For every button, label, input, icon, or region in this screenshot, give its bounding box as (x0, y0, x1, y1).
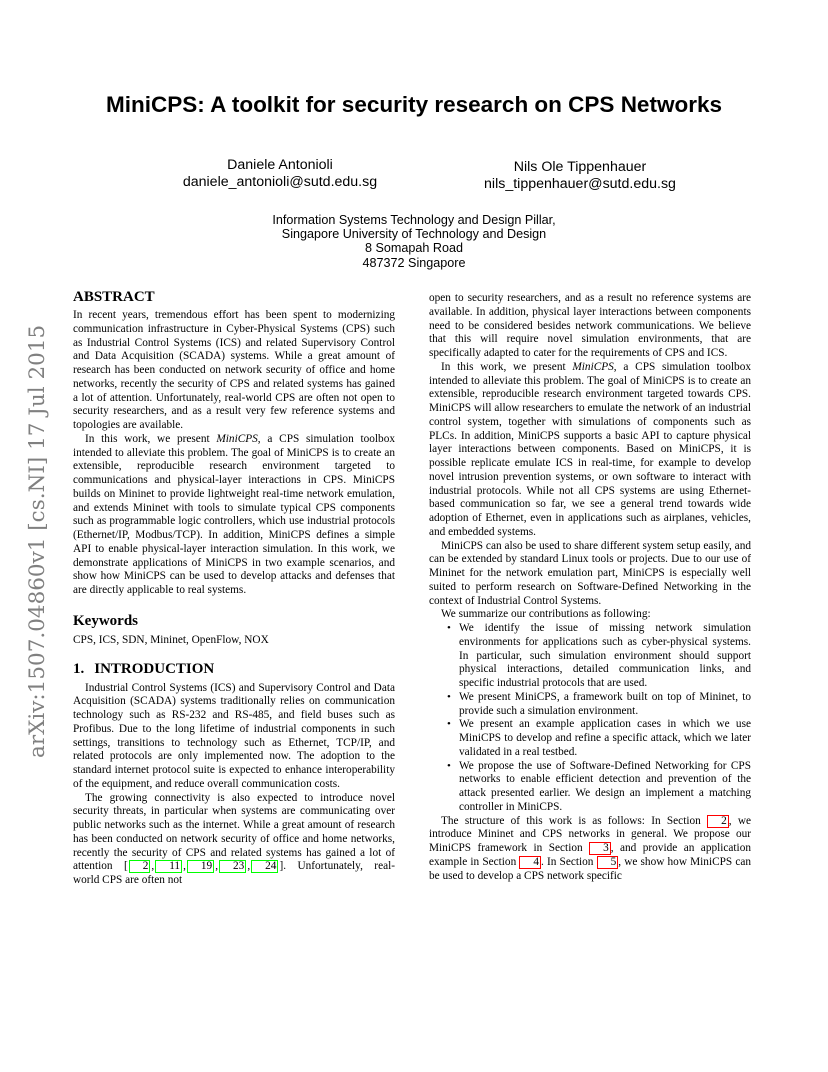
text-run: , a CPS simulation toolbox intended to alleviate this problem. The goal of MiniCPS is to create an extensible, reproducible research environment targeted towards CPS. MiniCPS will allow researchers to emulate the network of an industrial control system, together with simulations of components such as PLCs. In addition, MiniCPS supports a basic API to capture physical layer interactions between components. Based on MiniCPS, it is possible replicate emulate ICS in real-time, for example to develop novel intrusion prevention systems, or own software to interact with industrial protocols. While not all CPS systems are using Ethernet-based communication so far, we see a general trend towards wide adoption of Ethernet, even in applications such as airplanes, vehicles, and embedded systems. (429, 360, 751, 538)
affiliation-line: Information Systems Technology and Design Pillar, (272, 213, 556, 227)
keywords-text: CPS, ICS, SDN, Mininet, OpenFlow, NOX (73, 633, 269, 646)
text-run: The structure of this work is as follows: In Section (441, 814, 708, 827)
abstract-paragraph (73, 433, 395, 598)
list-item (429, 760, 751, 815)
author-block-1 (130, 157, 430, 191)
abstract-paragraph: In recent years, tremendous effort has been spent to modernizing communication infrastructure in Cyber-Physical Systems (CPS) such as Industrial Control Systems (ICS) and related Supervisory Control and Data Acquisition (SCADA) systems. While a great amount of research has been conducted on network security of office and home networks, recently the security of CPS and related systems has gained a lot of attention. Unfortunately, real-world CPS are often not open to security researchers, and as a result very few reference systems and topologies are available. (73, 309, 395, 431)
bullet-icon: • (447, 718, 451, 731)
list-item-text: We identify the issue of missing network simulation environments for applications such as cyber-physical systems. In particular, such simulation environment should support physical interactions, detailed communication links, and specific industrial protocols that are used. (459, 622, 751, 689)
emphasis-text: MiniCPS (572, 360, 614, 373)
section-ref-link[interactable]: 3 (589, 842, 611, 855)
body-paragraph (429, 361, 751, 540)
text-run: . In Section (541, 855, 597, 868)
section-number: 1. (73, 660, 85, 677)
list-item (429, 691, 751, 719)
text-run: , we introduce Mininet and CPS networks in general. We propose our MiniCPS framework in Section (429, 814, 751, 854)
affiliation (200, 213, 628, 270)
text-run: , we show how MiniCPS can be used to develop a CPS network specific (429, 855, 752, 882)
author-name: Nils Ole Tippenhauer (513, 159, 647, 175)
text-run: The growing connectivity is also expected to introduce novel security threats, in particular when systems are communicating over public networks such as the internet. While a great amount of research has been conducted on network security of office and home networks, recently the security of CPS and related systems has gained a lot of attention (73, 791, 395, 873)
list-item (429, 622, 751, 691)
body-paragraph (429, 815, 751, 884)
text-run: , and provide an application example in Section (429, 842, 751, 868)
text-run: . Unfortunately, real-world CPS are often not (73, 860, 395, 886)
text-run: In this work, we present (85, 432, 217, 445)
left-column (73, 288, 395, 888)
section-heading (73, 660, 395, 678)
author-name: Daniele Antonioli (227, 157, 333, 173)
affiliation-line: 487372 Singapore (362, 255, 466, 270)
citation-link[interactable]: 23 (219, 860, 246, 873)
list-item-text: We present an example application cases in which we use MiniCPS to develop and refine a specific attack, which we later validated in a real testbed. (459, 718, 751, 758)
text-run: , a CPS simulation toolbox intended to alleviate this problem. The goal of MiniCPS is to create an extensible, reproducible research environment targeted to communications and physical-layer interactions in CPS. MiniCPS builds on Mininet to provide lightweight real-time network emulation, and extends Mininet with tools to simulate typical CPS components such as programmable logic controllers, which use industrial protocols (Ethernet/IP, Modbus/TCP). In addition, MiniCPS defines a simple API to enable physical-layer interaction simulation. In this work, we demonstrate applications of MiniCPS in two example scenarios, and show how MiniCPS can be used to develop attacks and defenses that are directly applicable to real systems. (73, 432, 395, 596)
citation-link[interactable]: 19 (187, 860, 214, 873)
section-ref-link[interactable]: 2 (707, 815, 729, 828)
right-column (429, 292, 751, 883)
emphasis-text: MiniCPS (216, 432, 258, 445)
section-title: INTRODUCTION (94, 660, 215, 677)
abstract-heading: ABSTRACT (73, 289, 155, 305)
citation-link[interactable]: 24 (251, 860, 278, 873)
text-run: In this work, we present (441, 360, 573, 373)
bullet-icon: • (447, 759, 451, 772)
section-ref-link[interactable]: 4 (519, 856, 541, 869)
body-paragraph: The growing connectivity is also expected to introduce novel security threats, in particular when systems are communicating over public networks such as the internet. While a great amount of research has been conducted on network security of office and home networks, recently the security of CPS and related systems has gained a lot of attention [ 2 , 11 , 19 , 23 , 24 ]. Unfortunately, real-world CPS are often not (73, 791, 395, 886)
arxiv-stamp: arXiv:1507.04860v1 [cs.NI] 17 Jul 2015 (25, 324, 50, 758)
body-paragraph: MiniCPS can also be used to share different system setup easily, and can be extended by standard Linux tools or projects. Due to our use of Mininet for the network emulation part, MiniCPS is especially well suited to perform research on Software-Defined Networking in the context of Industrial Control Systems. (429, 539, 751, 607)
list-item-text: We present MiniCPS, a framework built on top of Mininet, to provide such a simulation environment. (459, 690, 751, 717)
author-email: daniele_antonioli@sutd.edu.sg (182, 174, 378, 190)
list-item-text: We propose the use of Software-Defined Networking for CPS networks to enable efficient detection and prevention of the attack presented earlier. We design an implement a matching controller in MiniCPS. (459, 759, 751, 813)
list-item (429, 718, 751, 759)
body-paragraph: Industrial Control Systems (ICS) and Supervisory Control and Data Acquisition (SCADA) systems traditionally relies on communication technology such as RS-232 and RS-485, and field buses such as Profibus. Due to the long lifetime of industrial components in such settings, transitions to technology such as Ethernet, TCP/IP, and related protocols are only implemented now. The adoption to the standard internet protocol suite is expected to enhance interoperability of the equipment, and reduce overall communication costs. (73, 681, 395, 790)
paper-title: MiniCPS: A toolkit for security research on CPS Networks (106, 92, 722, 117)
author-email: nils_tippenhauer@sutd.edu.sg (484, 176, 676, 192)
bullet-icon: • (447, 690, 451, 703)
affiliation-line: Singapore University of Technology and Design (281, 227, 547, 242)
keywords-heading: Keywords (73, 612, 138, 629)
author-block-2 (430, 159, 730, 193)
affiliation-line: 8 Somapah Road (364, 241, 464, 256)
citation-link[interactable]: 2 (129, 860, 151, 873)
body-paragraph: We summarize our contributions as following: (441, 608, 651, 621)
bullet-icon: • (447, 622, 451, 634)
contributions-list (429, 622, 751, 815)
section-ref-link[interactable]: 5 (597, 856, 619, 869)
citation-link[interactable]: 11 (155, 860, 182, 873)
body-paragraph: open to security researchers, and as a result no reference systems are available. In addition, physical layer interactions between components need to be considered besides network communications. We believe that this will require novel simulation environments, that are specifically adapted to cater for the requirements of CPS and ICS. (429, 292, 751, 359)
